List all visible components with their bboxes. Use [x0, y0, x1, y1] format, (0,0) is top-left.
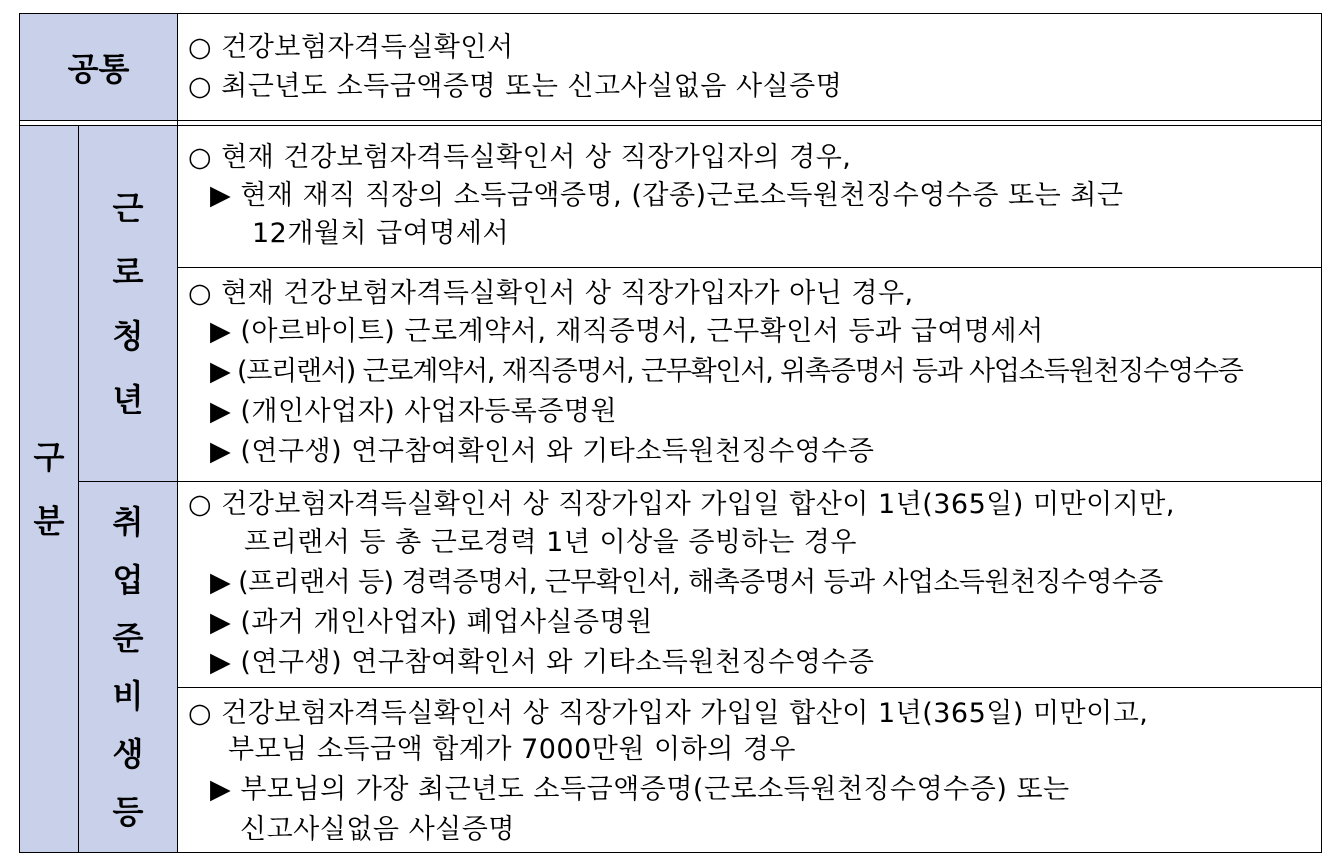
jobseeker-b-content [178, 688, 1321, 852]
text-line: ▶ (아르바이트) 근로계약서, 재직증명서, 근무확인서 등과 급여명세서 [210, 316, 1044, 347]
common-label: 공통 [67, 50, 130, 88]
jobseeker-char: 취 [112, 502, 144, 541]
text-line: 12개월치 급여명세서 [252, 218, 510, 249]
text-line: 부모님 소득금액 합계가 7000만원 이하의 경우 [228, 734, 797, 765]
text-line: ▶ 부모님의 가장 최근년도 소득금액증명(근로소득원천징수영수증) 또는 [210, 774, 1070, 805]
worker-char: 근 [112, 188, 144, 227]
text-line: 신고사실없음 사실증명 [240, 814, 515, 845]
text-line: ▶ 현재 재직 직장의 소득금액증명, (갑종)근로소득원천징수영수증 또는 최근 [210, 180, 1124, 211]
category-header-cell [20, 126, 78, 852]
common-header-cell [20, 14, 177, 120]
text-line: ▶ (개인사업자) 사업자등록증명원 [210, 396, 618, 427]
jobseeker-char: 비 [112, 676, 144, 715]
category-char: 분 [33, 502, 65, 540]
jobseeker-char: 업 [112, 560, 144, 599]
jobseeker-char: 등 [112, 792, 144, 831]
worker-char: 년 [112, 380, 144, 419]
text-line: ○ 건강보험자격득실확인서 상 직장가입자 가입일 합산이 1년(365일) 미만이지만, [188, 489, 1175, 520]
text-line: ○ 현재 건강보험자격득실확인서 상 직장가입자의 경우, [188, 142, 852, 173]
worker-b-content [178, 268, 1321, 481]
text-line: ○ 건강보험자격득실확인서 [188, 32, 514, 63]
worker-char: 청 [112, 316, 144, 355]
text-line: ▶ (프리랜서) 근로계약서, 재직증명서, 근무확인서, 위촉증명서 등과 사업소득원천징수영수증 [210, 356, 1243, 387]
text-line: ▶ (연구생) 연구참여확인서 와 기타소득원천징수영수증 [210, 436, 875, 467]
text-line: 프리랜서 등 총 근로경력 1년 이상을 증빙하는 경우 [244, 527, 857, 558]
text-line: ○ 현재 건강보험자격득실확인서 상 직장가입자가 아닌 경우, [188, 278, 914, 309]
common-content [178, 14, 1321, 120]
jobseeker-char: 준 [112, 618, 144, 657]
text-line: ▶ (과거 개인사업자) 폐업사실증명원 [210, 607, 653, 638]
jobseeker-char: 생 [112, 734, 144, 773]
worker-char: 로 [112, 252, 144, 291]
text-line: ○ 최근년도 소득금액증명 또는 신고사실없음 사실증명 [188, 71, 843, 102]
text-line: ○ 건강보험자격득실확인서 상 직장가입자 가입일 합산이 1년(365일) 미만이고, [188, 698, 1149, 729]
worker-a-content [178, 126, 1321, 267]
worker-header-cell [79, 126, 177, 481]
text-line: ▶ (연구생) 연구참여확인서 와 기타소득원천징수영수증 [210, 647, 875, 678]
jobseeker-header-cell [79, 481, 177, 852]
jobseeker-a-content [178, 481, 1321, 687]
category-char: 구 [33, 438, 65, 476]
text-line: ▶ (프리랜서 등) 경력증명서, 근무확인서, 해촉증명서 등과 사업소득원천징수영수증 [210, 567, 1163, 598]
